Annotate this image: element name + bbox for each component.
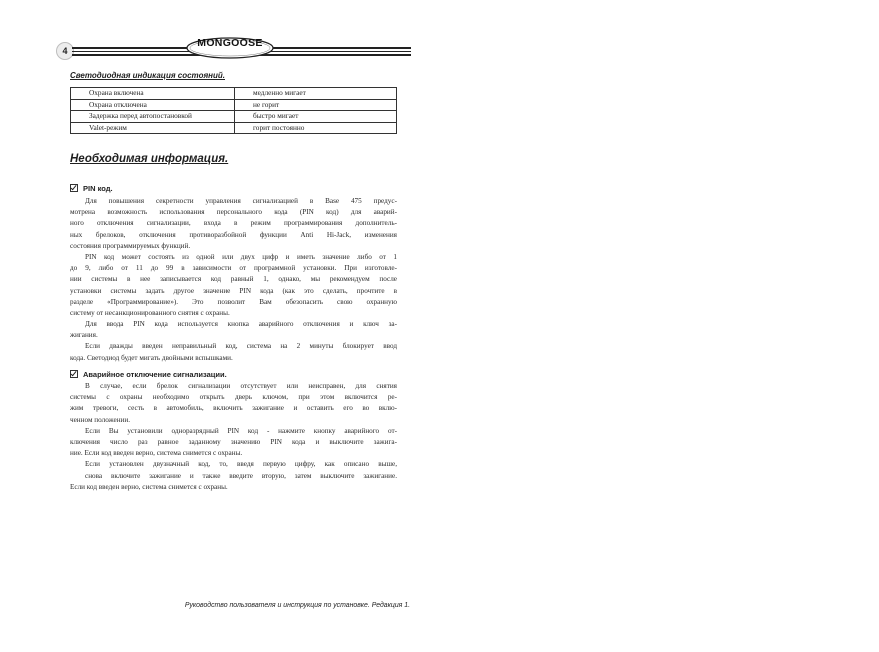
text-line: снова включите зажигание и также введите вторую, затем выключите зажигание. bbox=[85, 471, 397, 480]
table-row bbox=[71, 122, 397, 134]
text-line: установки системы задать другое значение PIN кода (как это сделать, прочтите в bbox=[70, 286, 397, 295]
table-row bbox=[71, 88, 397, 100]
page-number-badge: 4 bbox=[56, 42, 74, 60]
checkbox-icon bbox=[70, 370, 78, 378]
text-line: жигания. bbox=[70, 331, 98, 340]
pin-section-text bbox=[70, 196, 397, 364]
text-line: нии системы в нее записывается код равный 1, однако, мы рекомендуем после bbox=[70, 275, 397, 284]
text-line: ченном положении. bbox=[70, 415, 131, 424]
text-line: Если код введен верно, система снимется с охраны. bbox=[70, 482, 228, 491]
text-line: ного отключения сигнализации, входа в режим программирования дополнитель- bbox=[70, 219, 397, 228]
text-line: кода. Светодиод будет мигать двойными вспышками. bbox=[70, 353, 233, 362]
indication-cell: не горит bbox=[235, 99, 397, 111]
text-line: мотрена возможность использования персонального кода (PIN код) для аварий- bbox=[70, 208, 397, 217]
pin-section-heading bbox=[70, 184, 113, 193]
state-cell: Задержка перед автопостановкой bbox=[71, 111, 235, 123]
text-line: ных брелоков, отключения противоразбойной функции Anti Hi-Jack, изменения bbox=[70, 230, 397, 239]
text-line: Для повышения секретности управления сигнализацией в Base 475 предус- bbox=[85, 197, 397, 205]
text-line: разделе «Программирование»). Это позволит Вам обезопасить свою охранную bbox=[70, 297, 397, 306]
mongoose-logo bbox=[186, 37, 274, 59]
text-line: ние. Если код введен верно, система снимется с охраны. bbox=[70, 449, 243, 458]
alarm-section-title: Аварийное отключение сигнализации. bbox=[83, 370, 227, 379]
text-line: Если установлен двузначный код, то, введя первую цифру, как описано выше, bbox=[85, 460, 397, 469]
indication-cell: медленно мигает bbox=[235, 88, 397, 100]
text-line: ключения число раз равное заданному значению PIN кода и выключите зажига- bbox=[70, 437, 397, 446]
page-footer: Руководство пользователя и инструкция по установке. Редакция 1. bbox=[184, 602, 410, 609]
text-line: Если Вы установили одноразрядный PIN код - нажмите кнопку аварийного от- bbox=[85, 426, 397, 435]
state-cell: Охрана включена bbox=[71, 88, 235, 100]
text-line: PIN код может состоять из одной или двух цифр и иметь значение либо от 1 bbox=[85, 252, 397, 261]
text-line: В случае, если брелок сигнализации отсутствует или неисправен, для снятия bbox=[85, 382, 397, 390]
indication-cell: горит постоянно bbox=[235, 122, 397, 134]
checkbox-icon bbox=[70, 184, 78, 192]
table-row bbox=[71, 111, 397, 123]
led-indication-table bbox=[70, 87, 397, 134]
pin-section-title: PIN код. bbox=[83, 184, 113, 193]
text-line: до 9, либо от 11 до 99 в зависимости от программной установки. При изготовле- bbox=[70, 264, 397, 273]
logo-text: MONGOOSE bbox=[197, 37, 263, 49]
state-cell: Охрана отключена bbox=[71, 99, 235, 111]
text-line: состояния программируемых функций. bbox=[70, 241, 191, 250]
text-line: жим тревоги, сесть в автомобиль, включить зажигание и оставить его во вклю- bbox=[70, 404, 397, 413]
text-line: Для ввода PIN кода используется кнопка аварийного отключения и ключ за- bbox=[85, 320, 397, 329]
led-section-title: Светодиодная индикация состояний. bbox=[70, 71, 225, 80]
state-cell: Valet-режим bbox=[71, 122, 235, 134]
text-line: системы с охраны необходимо открыть дверь ключом, при этом включится ре- bbox=[70, 393, 397, 402]
alarm-section-heading bbox=[70, 370, 227, 379]
alarm-section-text bbox=[70, 381, 397, 493]
indication-cell: быстро мигает bbox=[235, 111, 397, 123]
info-section-title: Необходимая информация. bbox=[70, 153, 229, 165]
text-line: Если дважды введен неправильный код, система на 2 минуты блокирует ввод bbox=[85, 342, 397, 351]
text-line: систему от несанкционированного снятия с охраны. bbox=[70, 308, 230, 317]
table-row bbox=[71, 99, 397, 111]
